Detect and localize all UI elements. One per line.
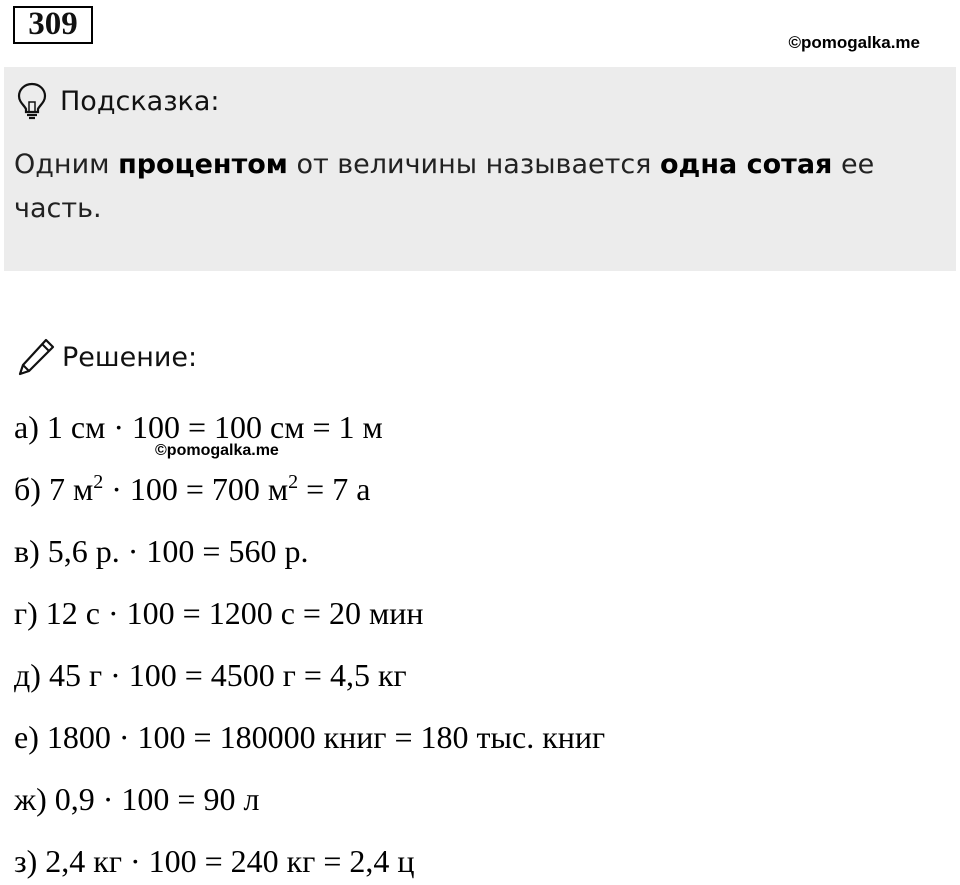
solution-header — [16, 337, 197, 377]
solution-line-a: а) 1 см · 100 = 100 см = 1 м — [14, 409, 383, 445]
pencil-icon — [16, 337, 56, 377]
solution-line-zh: ж) 0,9 · 100 = 90 л — [14, 781, 260, 817]
watermark-top: ©pomogalka.me — [788, 33, 920, 52]
solution-line-e: е) 1800 · 100 = 180000 книг = 180 тыс. книг — [14, 719, 606, 755]
solution-line-b: б) 7 $м^2 \cdot 100 = 700$ $м^2 = 7$ а — [14, 471, 371, 507]
solution-line-z: з) 2,4 кг · 100 = 240 кг = 2,4 ц — [14, 843, 415, 879]
hint-title: Подсказка: — [60, 85, 220, 117]
bold-term: одна сотая — [660, 149, 833, 180]
hint-header — [16, 82, 220, 120]
task-number: 309 — [13, 6, 93, 44]
watermark-middle: ©pomogalka.me — [155, 442, 279, 459]
bold-term: процентом — [118, 149, 288, 180]
lightbulb-icon — [16, 82, 48, 120]
solution-title: Решение: — [62, 341, 198, 373]
solution-line-v: в) 5,6 р. · 100 = 560 р. — [14, 533, 309, 569]
hint-text: Одним процентом от величины называется одна сотая ее часть. — [14, 149, 875, 224]
solution-line-g: г) 12 с · 100 = 1200 с = 20 мин — [14, 595, 424, 631]
solution-line-d: д) 45 г · 100 = 4500 г = 4,5 кг — [14, 657, 407, 693]
